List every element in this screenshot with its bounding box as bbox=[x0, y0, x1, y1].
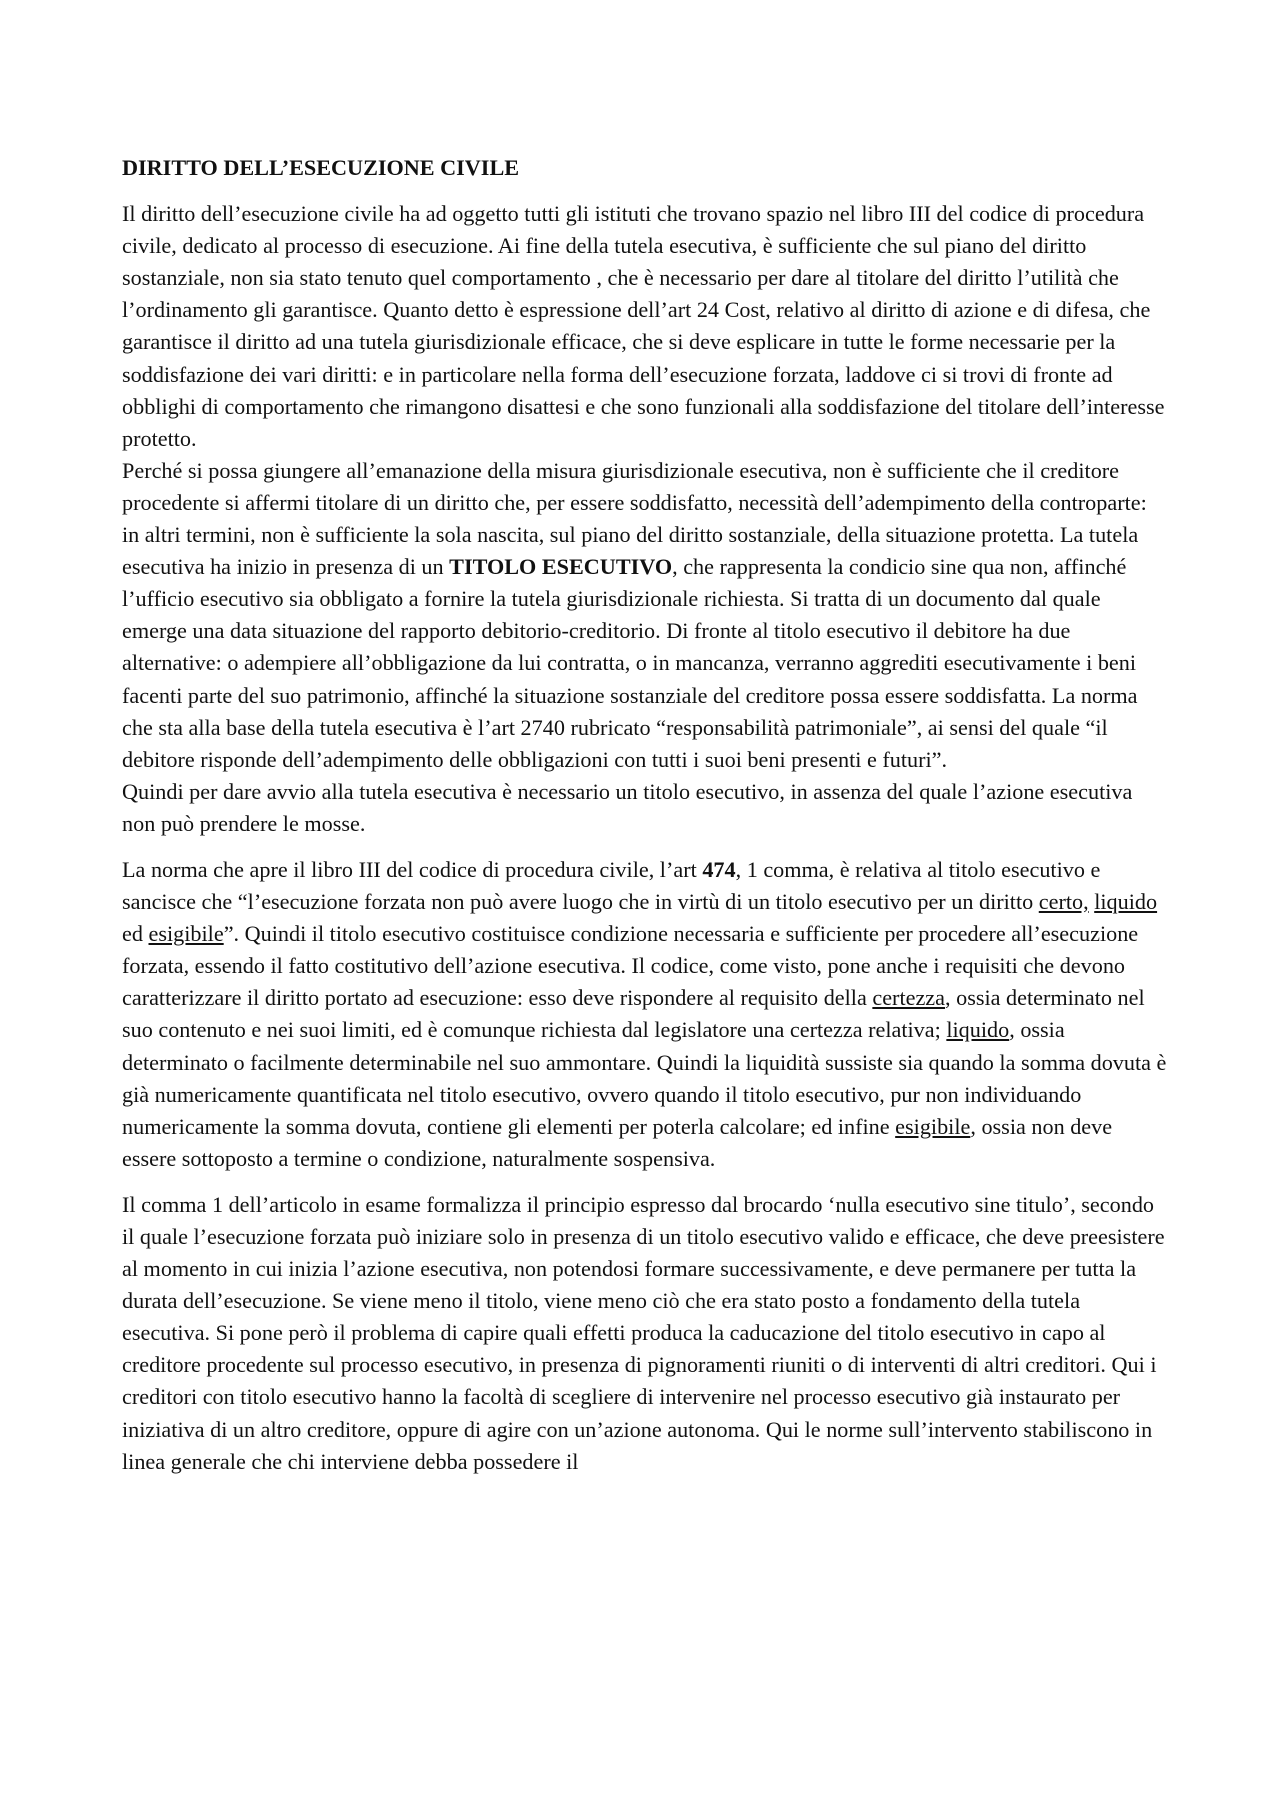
bold-term: TITOLO ESECUTIVO bbox=[449, 554, 673, 580]
paragraph-titolo-esecutivo bbox=[122, 455, 1168, 776]
text-segment: , ossia non deve essere sottoposto a termine o condizione, naturalmente sospensiva. bbox=[122, 1113, 1113, 1171]
underlined-term: liquido bbox=[946, 1017, 1010, 1043]
underlined-term: esigibile bbox=[148, 921, 224, 947]
paragraph-art-474 bbox=[122, 854, 1168, 1175]
text-segment: ed bbox=[122, 921, 149, 947]
paragraph-nulla-executio: Il comma 1 dell’articolo in esame formalizza il principio espresso dal brocardo ‘nulla esecutivo sine titulo’, secondo il quale l’esecuzione forzata può iniziare solo in presenza di un titolo esecutivo valido e efficace, che deve preesistere al momento in cui inizia l’azione esecutiva, non potendosi formare successivamente, e deve permanere per tutta la durata dell’esecuzione. Se viene meno il titolo, viene meno ciò che era stato posto a fondamento della tutela esecutiva. Si pone però il problema di capire quali effetti produca la caducazione del titolo esecutivo in capo al creditore procedente sul processo esecutivo, in presenza di pignoramenti riuniti o di interventi di altri creditori. Qui i creditori con titolo esecutivo hanno la facoltà di scegliere di intervenire nel processo esecutivo già instaurato per iniziativa di un altro creditore, oppure di agire con un’azione autonoma. Qui le norme sull’intervento stabiliscono in linea generale che chi interviene debba possedere il bbox=[122, 1191, 1165, 1474]
text-segment: , ossia determinato nel suo contenuto e nei suoi limiti, ed è comunque richiesta dal legislatore una certezza relativa; bbox=[122, 985, 1145, 1043]
underlined-term: certezza bbox=[872, 985, 945, 1011]
text-segment: , che rappresenta la condicio sine qua non, affinché l’ufficio esecutivo sia obbligato a fornire la tutela giurisdizionale richiesta. Si tratta di un documento dal quale emerge una data situazione del rapporto debitorio-creditorio. Di fronte al titolo esecutivo il debitore ha due alternative: o adempiere all’obbligazione da lui contratta, o in mancanza, verranno aggrediti esecutivamente i beni facenti parte del suo patrimonio, affinché la situazione sostanziale del creditore possa essere soddisfatta. La norma che sta alla base della tutela esecutiva è l’art 2740 rubricato “responsabilità patrimoniale”, ai sensi del quale “il debitore risponde dell’adempimento delle obbligazioni con tutti i suoi beni presenti e futuri”. bbox=[122, 554, 1138, 772]
bold-term: 474 bbox=[702, 856, 736, 882]
text-segment: La norma che apre il libro III del codice di procedura civile, l’art bbox=[122, 856, 703, 882]
text-segment: ”. Quindi il titolo esecutivo costituisce condizione necessaria e sufficiente per procedere all’esecuzione forzata, essendo il fatto costitutivo dell’azione esecutiva. Il codice, come visto, pone anche i requisiti che devono caratterizzare il diritto portato ad esecuzione: esso deve rispondere al requisito della bbox=[122, 921, 1139, 1011]
text-segment: , 1 comma, è relativa al titolo esecutivo e sancisce che “l’esecuzione forzata non può avere luogo che in virtù di un titolo esecutivo per un diritto bbox=[122, 856, 1101, 915]
paragraph-avvio: Quindi per dare avvio alla tutela esecutiva è necessario un titolo esecutivo, in assenza del quale l’azione esecutiva non può prendere le mosse. bbox=[122, 778, 1133, 836]
document-body bbox=[122, 152, 1168, 1478]
document-title: DIRITTO DELL’ESECUZIONE CIVILE bbox=[122, 155, 520, 180]
underlined-term: certo, bbox=[1038, 889, 1089, 915]
underlined-term: esigibile bbox=[895, 1113, 971, 1139]
underlined-term: liquido bbox=[1094, 889, 1158, 915]
text-segment: , ossia determinato o facilmente determinabile nel suo ammontare. Quindi la liquidità sussiste sia quando la somma dovuta è già numericamente quantificata nel titolo esecutivo, ovvero quando il titolo esecutivo, pur non individuando numericamente la somma dovuta, contiene gli elementi per poterla calcolare; ed infine bbox=[122, 1017, 1167, 1139]
text-segment: Perché si possa giungere all’emanazione della misura giurisdizionale esecutiva, non è sufficiente che il creditore procedente si affermi titolare di un diritto che, per essere soddisfatto, necessità dell’adempimento della controparte: in altri termini, non è sufficiente la sola nascita, sul piano del diritto sostanziale, della situazione protetta. La tutela esecutiva ha inizio in presenza di un bbox=[122, 457, 1147, 580]
paragraph-intro: Il diritto dell’esecuzione civile ha ad oggetto tutti gli istituti che trovano spazio nel libro III del codice di procedura civile, dedicato al processo di esecuzione. Ai fine della tutela esecutiva, è sufficiente che sul piano del diritto sostanziale, non sia stato tenuto quel comportamento , che è necessario per dare al titolare del diritto l’utilità che l’ordinamento gli garantisce. Quanto detto è espressione dell’art 24 Cost, relativo al diritto di azione e di difesa, che garantisce il diritto ad una tutela giurisdizionale efficace, che si deve esplicare in tutte le forme necessarie per la soddisfazione dei vari diritti: e in particolare nella forma dell’esecuzione forzata, laddove ci si trovi di fronte ad obblighi di comportamento che rimangono disattesi e che sono funzionali alla soddisfazione del titolare dell’interesse protetto. bbox=[122, 201, 1165, 451]
